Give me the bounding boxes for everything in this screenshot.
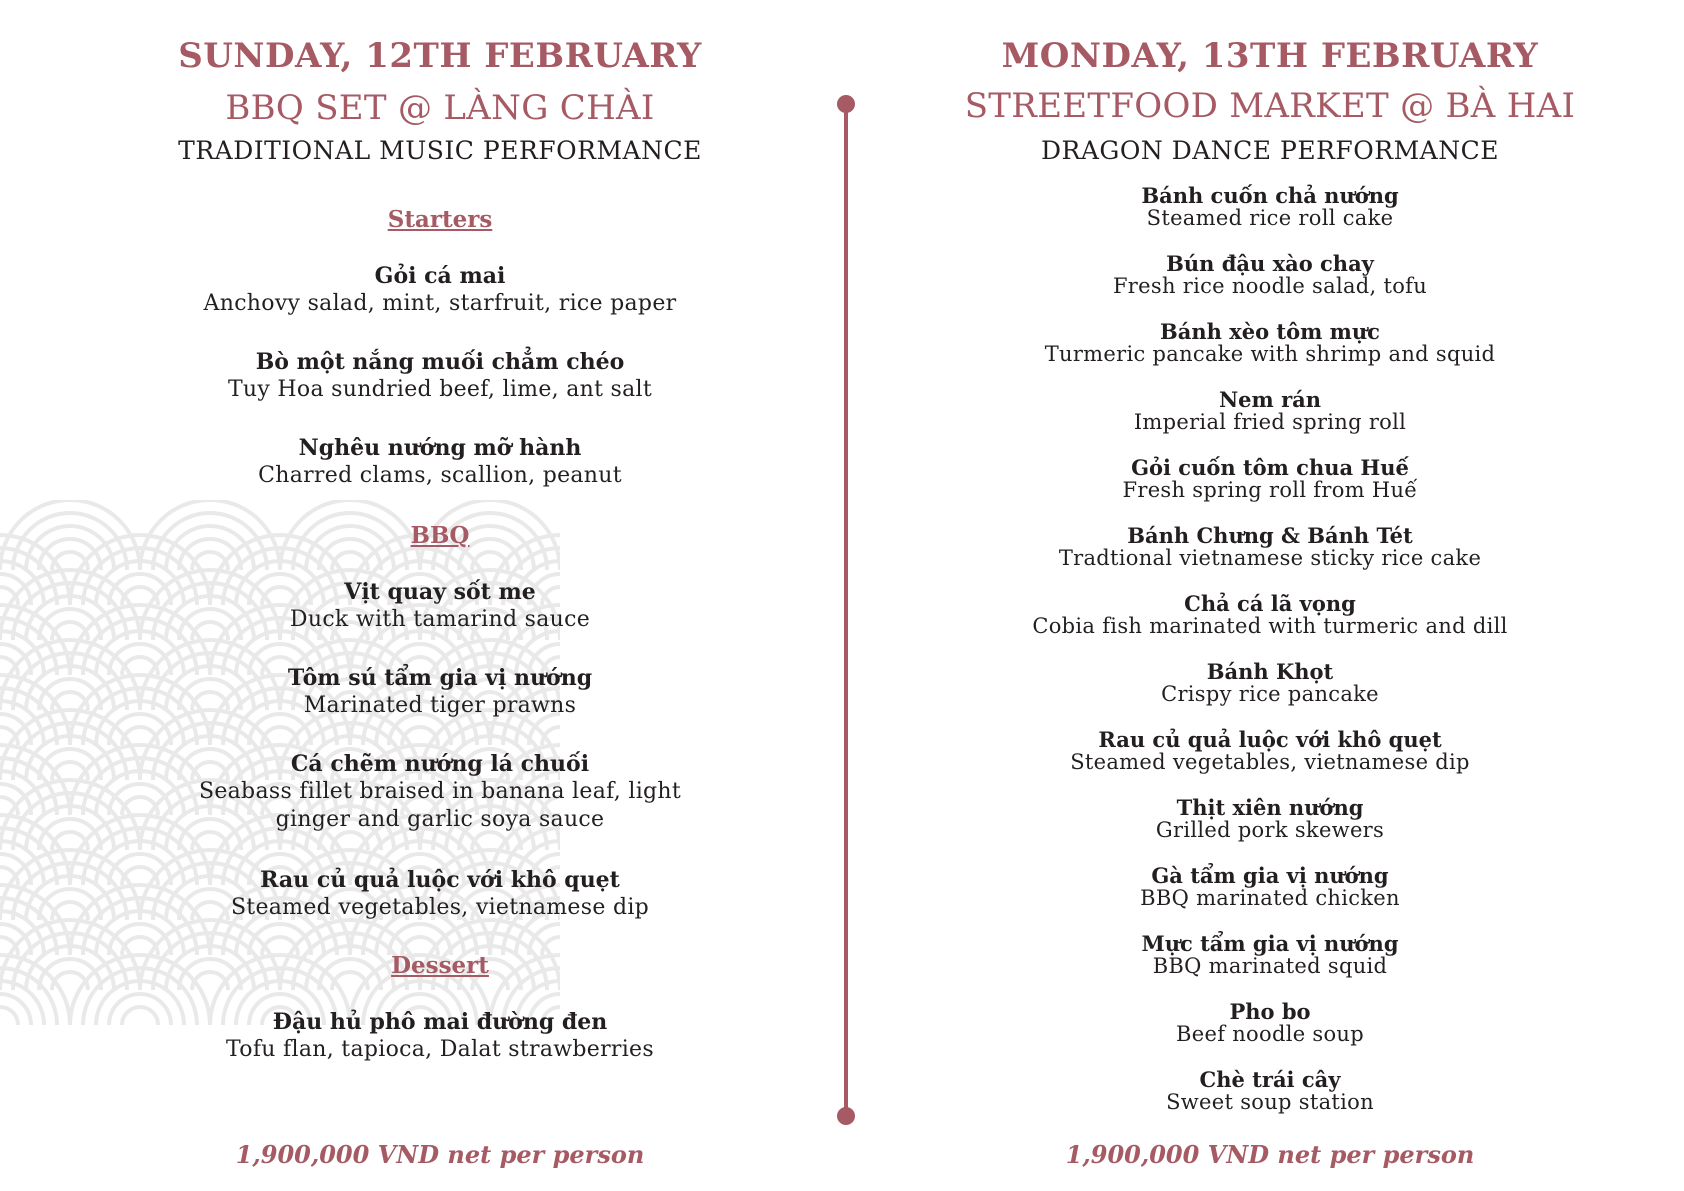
monday-performance: DRAGON DANCE PERFORMANCE	[1041, 136, 1499, 165]
dish-description: Beef noodle soup	[1176, 1022, 1364, 1046]
dish-description: Cobia fish marinated with turmeric and dill	[1032, 614, 1508, 638]
dish-description: Marinated tiger prawns	[303, 693, 577, 718]
dish-item	[930, 456, 1610, 502]
dish-description: Steamed vegetables, vietnamese dip	[230, 895, 650, 920]
dish-item	[930, 660, 1610, 706]
dish-name: Gỏi cuốn tôm chua Huế	[1131, 455, 1409, 480]
dish-name: Rau củ quả luộc với khô quẹt	[1098, 727, 1442, 752]
dish-description: Tuy Hoa sundried beef, lime, ant salt	[227, 377, 653, 402]
dish-name: Bò một nắng muối chẳm chéo	[255, 349, 625, 375]
dish-description: Crispy rice pancake	[1161, 682, 1379, 706]
dish-name: Nem rán	[1218, 387, 1322, 412]
section-dessert: Dessert	[391, 952, 489, 979]
dish-description: Tofu flan, tapioca, Dalat strawberries	[226, 1037, 654, 1062]
dish-description: Sweet soup station	[1166, 1090, 1374, 1114]
dish-description: Seabass fillet braised in banana leaf, light	[198, 779, 682, 804]
dish-item	[120, 578, 760, 634]
dish-item	[930, 728, 1610, 774]
dish-name: Chả cá lã vọng	[1184, 591, 1356, 616]
dish-item	[120, 750, 760, 834]
dish-item	[930, 320, 1610, 366]
timeline-divider	[836, 94, 856, 1126]
dish-item	[930, 184, 1610, 230]
dish-name: Pho bo	[1229, 999, 1311, 1024]
dish-item	[120, 664, 760, 720]
dish-name: Gỏi cá mai	[374, 263, 506, 289]
section-bbq: BBQ	[410, 522, 470, 549]
dish-item	[930, 252, 1610, 298]
dish-description: Imperial fried spring roll	[1133, 410, 1407, 434]
dish-item	[120, 262, 760, 318]
dish-name: Bún đậu xào chay	[1166, 251, 1374, 276]
dish-item	[120, 348, 760, 404]
dish-description: Tradtional vietnamese sticky rice cake	[1058, 546, 1482, 570]
dish-description: Grilled pork skewers	[1155, 818, 1385, 842]
dish-item	[930, 1068, 1610, 1114]
sunday-event-title: BBQ SET @ LÀNG CHÀI	[225, 88, 655, 128]
dish-item	[930, 796, 1610, 842]
dish-description: Steamed vegetables, vietnamese dip	[1070, 750, 1470, 774]
dish-description: BBQ marinated squid	[1152, 954, 1388, 978]
dish-name: Nghêu nướng mỡ hành	[298, 435, 582, 461]
dish-name: Đậu hủ phô mai đường đen	[272, 1009, 608, 1035]
dish-item	[930, 388, 1610, 434]
sunday-date-heading: SUNDAY, 12TH FEBRUARY	[178, 36, 702, 76]
monday-date-heading: MONDAY, 13TH FEBRUARY	[1001, 36, 1539, 76]
sunday-price: 1,900,000 VND net per person	[235, 1140, 645, 1169]
dish-description: Fresh rice noodle salad, tofu	[1112, 274, 1428, 298]
dish-description: Anchovy salad, mint, starfruit, rice paper	[203, 291, 677, 316]
dish-name: Mực tẩm gia vị nướng	[1141, 931, 1399, 956]
dish-item	[120, 1008, 760, 1064]
dish-name: Bánh Khọt	[1206, 659, 1334, 684]
dish-item	[930, 1000, 1610, 1046]
dish-description: Charred clams, scallion, peanut	[258, 463, 622, 488]
dish-name: Chè trái cây	[1199, 1067, 1341, 1092]
dish-description: BBQ marinated chicken	[1140, 886, 1400, 910]
dish-name: Tôm sú tẩm gia vị nướng	[287, 665, 593, 691]
dish-name: Bánh Chưng & Bánh Tét	[1127, 523, 1413, 548]
dish-name: Rau củ quả luộc với khô quẹt	[260, 867, 620, 893]
dish-name: Vịt quay sốt me	[344, 579, 536, 605]
sunday-performance: TRADITIONAL MUSIC PERFORMANCE	[178, 136, 702, 165]
dish-description: Fresh spring roll from Huế	[1122, 478, 1418, 502]
dish-item	[930, 932, 1610, 978]
monday-price: 1,900,000 VND net per person	[1065, 1140, 1475, 1169]
dish-name: Gà tẩm gia vị nướng	[1151, 863, 1389, 888]
dish-name: Bánh cuốn chả nướng	[1141, 183, 1399, 208]
dish-description: Turmeric pancake with shrimp and squid	[1044, 342, 1496, 366]
dish-name: Cá chẽm nướng lá chuối	[290, 751, 590, 777]
dish-item	[930, 864, 1610, 910]
monday-event-title: STREETFOOD MARKET @ BÀ HAI	[964, 86, 1576, 126]
dish-item	[120, 434, 760, 490]
dish-description: Steamed rice roll cake	[1146, 206, 1394, 230]
section-starters: Starters	[387, 206, 493, 233]
dish-item	[930, 524, 1610, 570]
dish-name: Thịt xiên nướng	[1176, 795, 1364, 820]
dish-name: Bánh xèo tôm mực	[1160, 319, 1380, 344]
dish-item	[120, 866, 760, 922]
dish-description: ginger and garlic soya sauce	[275, 807, 605, 832]
dish-item	[930, 592, 1610, 638]
dish-description: Duck with tamarind sauce	[289, 607, 591, 632]
